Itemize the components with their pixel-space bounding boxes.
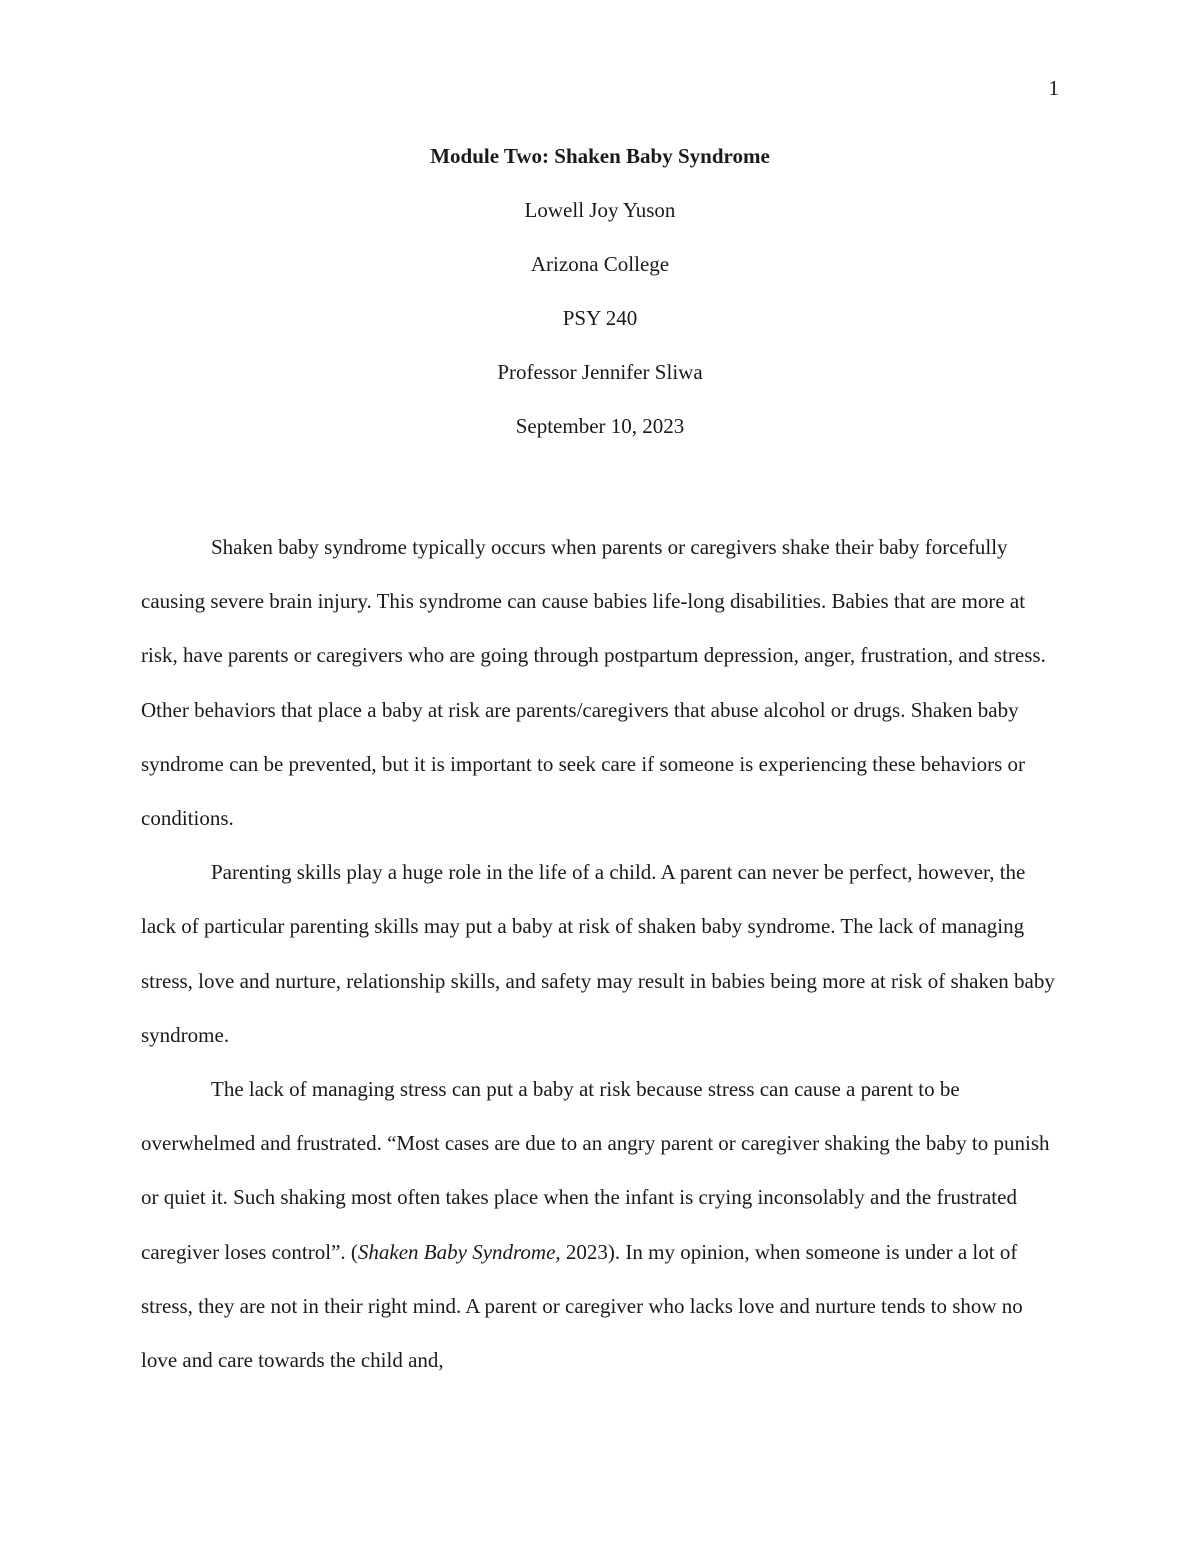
paragraph-3-text-after-citation: , 2023). In my opinion, when someone is under a lot of stress, they are not in their right mind. A parent or caregiver who lacks love and nurture tends to show no love and care towards the child and, bbox=[141, 1239, 1023, 1373]
instructor-name: Professor Jennifer Sliwa bbox=[497, 360, 703, 384]
institution-name: Arizona College bbox=[530, 252, 670, 276]
title-block bbox=[141, 142, 1059, 466]
paragraph-1: Shaken baby syndrome typically occurs when parents or caregivers shake their baby forcefully causing severe brain injury. This syndrome can cause babies life-long disabilities. Babies that are more at risk, have parents or caregivers who are going through postpartum depression, anger, frustration, and stress. Other behaviors that place a baby at risk are parents/caregivers that abuse alcohol or drugs. Shaken baby syndrome can be prevented, but it is important to seek care if someone is experiencing these behaviors or conditions. bbox=[141, 535, 1046, 831]
page-number: 1 bbox=[1048, 76, 1059, 100]
paper-title: Module Two: Shaken Baby Syndrome bbox=[430, 144, 770, 168]
paragraph-3 bbox=[141, 1062, 1059, 1387]
paragraph-3-text-before-citation: The lack of managing stress can put a baby at risk because stress can cause a parent to be overwhelmed and frustrated. “Most cases are due to an angry parent or caregiver shaking the baby to punish or quiet it. Such shaking most often takes place when the infant is crying inconsolably and the frustrated caregiver loses control”. ( bbox=[141, 1077, 1050, 1264]
course-code: PSY 240 bbox=[562, 306, 638, 330]
body-text bbox=[141, 520, 1059, 1387]
submission-date: September 10, 2023 bbox=[515, 414, 685, 438]
citation-title: Shaken Baby Syndrome bbox=[357, 1239, 556, 1264]
paragraph-2: Parenting skills play a huge role in the life of a child. A parent can never be perfect, however, the lack of particular parenting skills may put a baby at risk of shaken baby syndrome. The lack of managing stress, love and nurture, relationship skills, and safety may result in babies being more at risk of shaken baby syndrome. bbox=[141, 860, 1055, 1047]
author-name: Lowell Joy Yuson bbox=[524, 198, 676, 222]
